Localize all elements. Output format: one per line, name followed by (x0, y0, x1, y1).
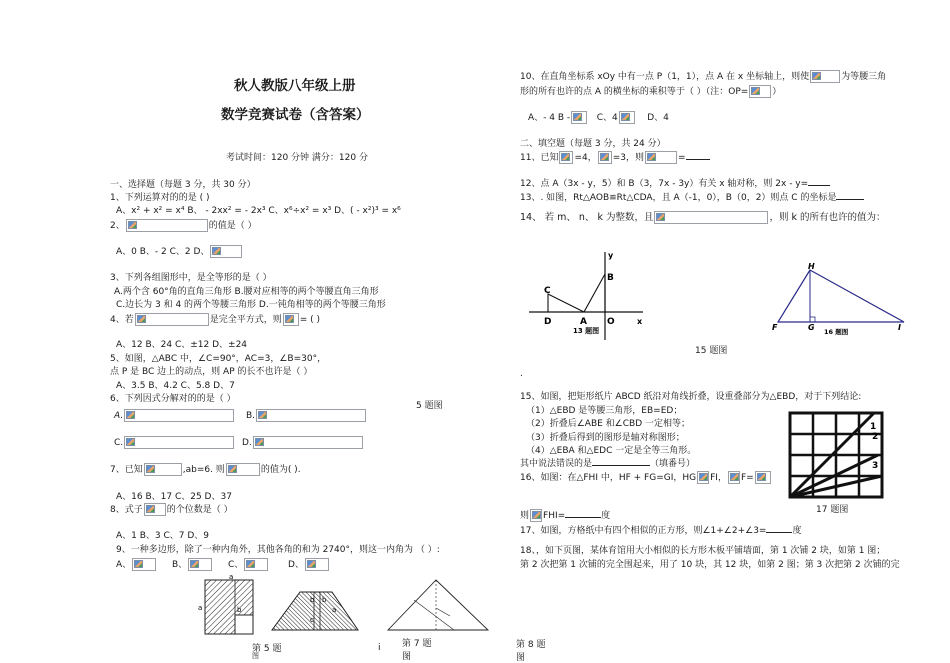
q13-text (520, 190, 864, 203)
q16-prefix: 16、如图：在△FHI 中，HF + FG=GI，HG (520, 473, 697, 483)
q6-label-a: A. (114, 411, 124, 421)
figure-label-c: c (310, 616, 314, 624)
q6-option-b (246, 409, 367, 422)
figure-trapezoid-hatched (270, 582, 360, 634)
q4-suffix: = ( ) (299, 315, 321, 325)
q16-line-2-suffix: 度 (601, 511, 611, 521)
q13-body: 13、. 如图，Rt△AOB≌Rt△CDA，且 A（-1，0），B（0，2）则点 C 的坐标是 (520, 193, 837, 203)
point-f-label: F (772, 323, 778, 332)
q10-options (528, 110, 669, 124)
section-1-heading: 一、选择题（每题 3 分，共 30 分） (110, 180, 256, 190)
q16-line-2-body: FHI= (543, 511, 566, 521)
q7-prefix: 7、已知 (110, 465, 143, 475)
q4-options: A、12 B、24 C、±12 D、±24 (116, 340, 248, 350)
q16-line-2-prefix: 则 (520, 511, 530, 521)
figure-5-caption: 第 5 题 (252, 644, 282, 654)
q8-text (110, 502, 233, 516)
q11-part-c: =3，则 (612, 153, 645, 163)
q18-line-2: 第 2 次把第 1 次铺的完全围起来，用了 10 块，其 12 块，如第 2 图；第 3 次把第 2 次铺的完 (520, 560, 900, 570)
q1-options: A、x² + x² = x⁴ B、 - 2xx² = - 2x³ C、x⁶÷x² = x³ D、( - x²)³ = x⁶ (116, 206, 401, 216)
image-icon (246, 560, 255, 568)
formula-image (124, 436, 234, 449)
formula-image (530, 509, 542, 522)
image-icon (146, 505, 155, 513)
angle-1-label: 1 (870, 422, 877, 432)
q12-body: 12、点 A（3x - y，5）和 B（3，7x - 3y）有关 x 轴对称，则 2x - y= (520, 179, 809, 189)
image-icon (258, 411, 267, 419)
formula-image (144, 463, 182, 476)
q3-options-ab: A.两个含 60°角的直角三角形 B.腰对应相等的两个等腰直角三角形 (114, 287, 379, 297)
figure-triangle-q7 (384, 578, 492, 634)
image-icon (137, 315, 146, 323)
formula-image (571, 111, 587, 124)
q6-option-d (242, 436, 364, 449)
stray-dot: . (520, 369, 523, 379)
q9-label-c: C、 (228, 560, 244, 570)
image-icon (307, 560, 316, 568)
angle-3-label: 3 (872, 461, 879, 471)
formula-image (645, 151, 677, 164)
figure-label-b-left: b (310, 596, 315, 604)
point-b-label: B (607, 273, 614, 283)
q16-mid-2: F= (740, 473, 754, 483)
q15-line-6-text: 其中说法错误的是 (520, 459, 593, 469)
figure-16-triangle (768, 260, 908, 340)
formula-image (654, 211, 768, 224)
figure-13-caption: 13 题图 (573, 327, 600, 335)
q9-option-b (172, 557, 213, 571)
point-d-label: D (544, 317, 552, 327)
figure-7-caption-2: 图 (402, 652, 412, 662)
q15-line-6 (520, 456, 695, 469)
q4-prefix: 4、若 (110, 315, 134, 325)
q5-text-1: 5、如图，△ABC 中，∠C=90°，AC=3，∠B=30°， (110, 354, 327, 364)
formula-image (253, 436, 363, 449)
q3-text: 3、下列各组图形中，是全等形的是（ ） (110, 273, 272, 283)
figure-8-caption-2: 图 (516, 653, 526, 663)
q7-suffix: 的值为( ). (260, 465, 301, 475)
q9-option-c (228, 557, 269, 571)
q8-prefix: 8、式子 (110, 505, 143, 515)
formula-image (697, 471, 709, 484)
image-icon (532, 511, 541, 519)
answer-blank (836, 190, 864, 200)
q2-prefix: 2、 (110, 221, 125, 231)
q9-label-d: D、 (288, 560, 304, 570)
q16-line-2 (520, 508, 610, 522)
q5-text-2: 点 P 是 BC 边上的动点，则 AP 的长不也许是（ ） (110, 367, 313, 377)
formula-image (244, 558, 268, 571)
figure-7-caption: 第 7 题 (402, 639, 432, 649)
q8-options: A、1 B、3 C、7 D、9 (116, 531, 210, 541)
answer-blank (766, 523, 792, 533)
formula-image (256, 409, 366, 422)
angle-2-label: 2 (872, 432, 879, 442)
q9-option-a (116, 557, 157, 571)
formula-image (619, 111, 635, 124)
point-a-label: A (580, 317, 587, 327)
image-icon (126, 438, 135, 446)
answer-blank (592, 456, 650, 466)
figure-15-caption: 15 题图 (695, 346, 728, 356)
figure-16-caption: 16 题图 (824, 328, 849, 336)
title-line-1: 秋人教版八年级上册 (234, 78, 356, 94)
q6-label-d: D. (242, 438, 252, 448)
formula-image (598, 151, 612, 164)
q7-text (110, 462, 301, 476)
answer-blank (686, 150, 710, 160)
q15-line-1: 15、如图，把矩形纸片 ABCD 纸沿对角线折叠，设重叠部分为△EBD，对于下列结论: (520, 392, 862, 402)
formula-image (126, 219, 208, 232)
image-icon (647, 153, 656, 161)
image-icon (228, 465, 237, 473)
figure-label-a: a (229, 573, 234, 581)
image-icon (812, 72, 821, 80)
image-icon (621, 113, 630, 121)
formula-image (132, 558, 156, 571)
q17-text (520, 523, 801, 536)
formula-image (283, 313, 299, 326)
image-icon (146, 465, 155, 473)
q10-line-1a: 10、在直角坐标系 xOy 中有一点 P（1，1），点 A 在 x 坐标轴上，则使 (520, 72, 810, 82)
image-icon (699, 473, 708, 481)
image-icon (757, 473, 766, 481)
q5-figure-label: 5 题图 (416, 401, 443, 411)
q4-mid: 是完全平方式，则 (209, 315, 282, 325)
q14-prefix: 14、 若 m、 n、 k 为整数，且 (520, 212, 654, 223)
formula-image (210, 245, 242, 258)
q9-text: 9、一种多边形，除了一种内角外，其他各角的和为 2740°，则这一内角为 （ ）: (116, 545, 440, 555)
image-icon (128, 221, 137, 229)
q17-body: 17、如图，方格纸中有四个相似的正方形，则∠1+∠2+∠3= (520, 526, 767, 536)
figure-square-hatched (196, 572, 262, 638)
x-axis-label: x (637, 317, 643, 326)
image-icon (190, 560, 199, 568)
formula-image (226, 463, 260, 476)
q10-line-1b: 为等腰三角 (841, 72, 887, 82)
title-line-2: 数学竞赛试卷（含答案） (221, 107, 370, 123)
q10-line-2a: 形的所有也许的点 A 的横坐标的乘积等于（ ）（注：OP= (520, 87, 749, 97)
y-axis-label: y (608, 251, 614, 260)
point-h-label: H (808, 262, 815, 271)
point-o-label: O (607, 317, 615, 327)
q6-text: 6、下列因式分解对的的是（ ） (110, 394, 236, 404)
q15-line-4: （3）折叠后得到的图形是轴对称图形； (526, 433, 685, 443)
formula-image (728, 471, 740, 484)
point-g-label: G (808, 323, 815, 332)
image-icon (255, 438, 264, 446)
q17-suffix: 度 (792, 526, 802, 536)
image-icon (751, 87, 760, 95)
q10-line-2b: ） (772, 87, 782, 97)
q11-prefix: 11、已知 (520, 153, 559, 163)
q11-part-d: = (678, 153, 686, 163)
formula-image (305, 558, 329, 571)
q9-label-b: B、 (172, 560, 188, 570)
q18-line-1: 18、，如下页图，某体育馆用大小相似的长方形木板平铺墙面，第 1 次铺 2 块，如第 1 图； (520, 546, 886, 556)
point-c-label: C (544, 286, 551, 296)
q2-options (116, 244, 243, 258)
figure-label-a: a (332, 606, 337, 614)
figure-label-a-side: a (198, 604, 203, 612)
q5-options: A、3.5 B、4.2 C、5.8 D、7 (116, 381, 235, 391)
q9-option-d (288, 557, 330, 571)
q15-line-3: （2）折叠后∠ABE 和∠CBD 一定相等； (526, 419, 690, 429)
image-icon (600, 153, 609, 161)
image-icon (134, 560, 143, 568)
q14-text (520, 209, 886, 224)
figure-17-grid (786, 409, 886, 501)
answer-blank (565, 508, 601, 518)
q10-line-2 (520, 84, 781, 98)
q14-suffix: ，则 k 的所有也许的值为： (769, 212, 886, 223)
figure-13-coordinate (525, 246, 655, 340)
formula-image (755, 471, 771, 484)
q6-option-a (114, 409, 235, 422)
figure-5-caption-2: 图 (252, 652, 259, 660)
formula-image (124, 409, 234, 422)
formula-image (188, 558, 212, 571)
q12-text (520, 176, 830, 189)
q2-options-text: A、0 B、- 2 C、2 D、 (116, 247, 210, 257)
q10-line-1 (520, 69, 886, 83)
point-i-label: I (898, 323, 901, 332)
q15-line-5: （4）△EBA 和△EDC 一定是全等三角形。 (526, 446, 697, 456)
figure-i-mark: i (378, 643, 381, 653)
formula-image (749, 85, 771, 98)
formula-image (810, 70, 840, 83)
formula-image (144, 503, 166, 516)
figure-17-caption: 17 题图 (816, 505, 849, 515)
q2-text (110, 218, 257, 232)
q16-text (520, 470, 772, 484)
formula-image (135, 313, 209, 326)
image-icon (561, 153, 570, 161)
q8-suffix: 的个位数是（ ） (166, 505, 233, 515)
q3-options-cd: C.边长为 3 和 4 的两个等腰三角形 D.一钝角相等的两个等腰三角形 (116, 300, 386, 310)
q6-option-c (114, 436, 235, 449)
q4-text (110, 312, 320, 326)
image-icon (573, 113, 582, 121)
formula-image (559, 151, 573, 164)
q10-option-d: D、4 (647, 113, 669, 123)
figure-label-b-right: b (322, 596, 327, 604)
figure-8-caption: 第 8 题 (516, 640, 546, 650)
q11-part-b: =4， (574, 153, 597, 163)
figure-label-b: b (237, 606, 242, 614)
q7-mid: ,ab=6. 则 (182, 465, 225, 475)
q6-label-c: C. (114, 438, 124, 448)
q6-label-b: B. (246, 411, 256, 421)
answer-blank (808, 176, 830, 186)
q9-label-a: A、 (116, 560, 132, 570)
q2-suffix: 的值是（ ） (208, 221, 257, 231)
q11-text (520, 150, 710, 164)
q7-options: A、16 B、17 C、25 D、37 (116, 492, 232, 502)
q10-option-ab: A、- 4 B - (528, 113, 571, 123)
q1-text: 1、下列运算对的的是 ( ) (110, 193, 210, 203)
exam-info: 考试时间：120 分钟 满分：120 分 (226, 153, 368, 163)
image-icon (126, 411, 135, 419)
image-icon (656, 213, 665, 221)
image-icon (212, 247, 221, 255)
section-2-heading: 二、填空题（每题 3 分，共 24 分） (520, 139, 666, 149)
q15-line-2: （1）△EBD 是等腰三角形，EB=ED； (526, 406, 683, 416)
q10-option-c: C、4 (596, 113, 618, 123)
q15-line-6-suffix: （填番号） (650, 459, 696, 469)
image-icon (285, 315, 294, 323)
q16-mid: FI， (710, 473, 727, 483)
image-icon (730, 473, 739, 481)
